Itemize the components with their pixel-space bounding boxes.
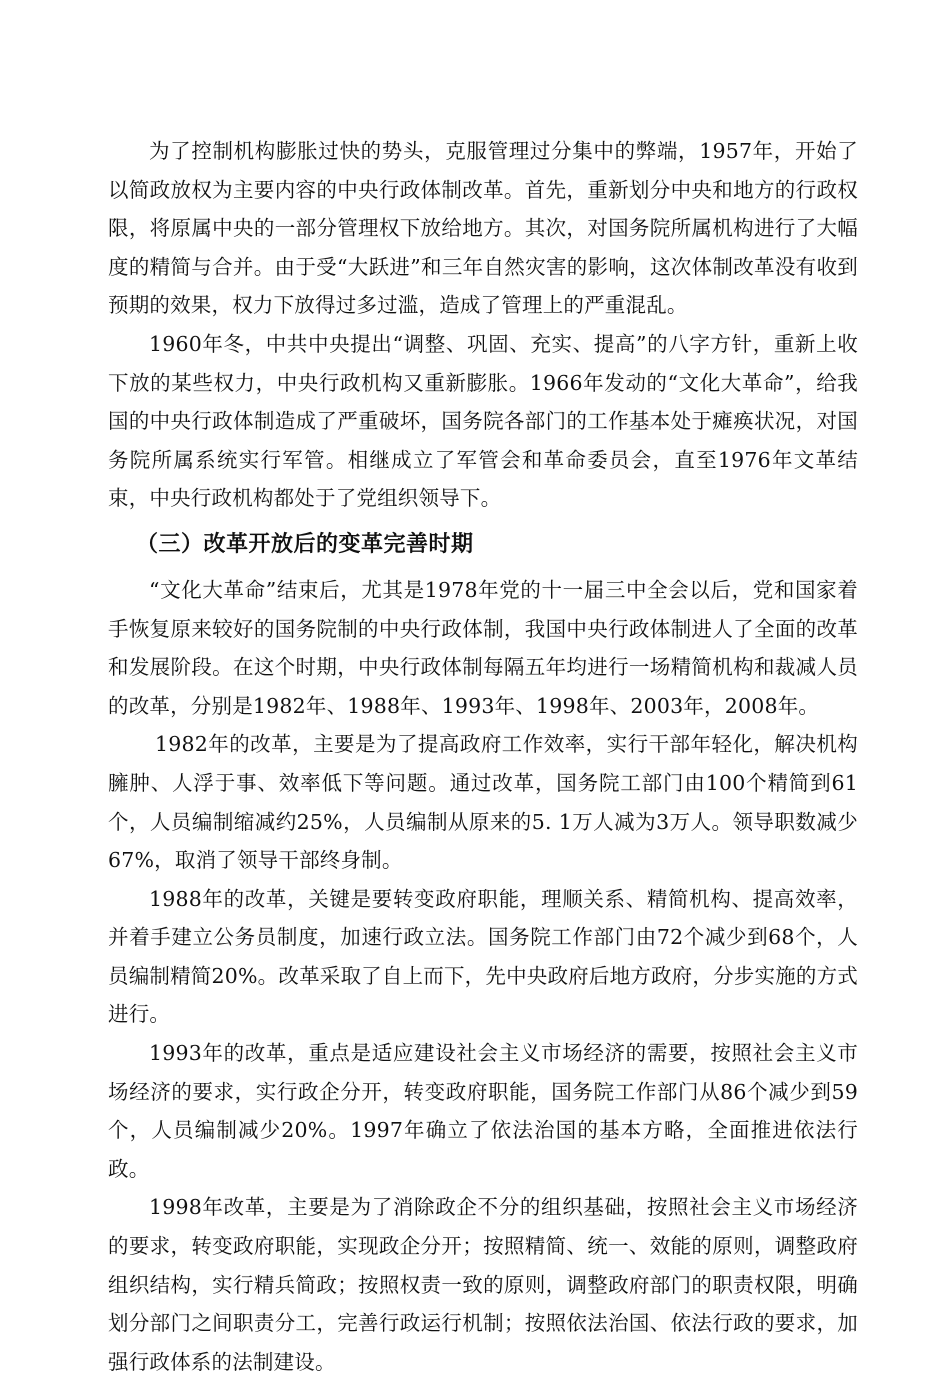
paragraph-1998-reform: 1998年改革，主要是为了消除政企不分的组织基础，按照社会主义市场经济的要求，转变政府职能，实现政企分开；按照精简、统一、效能的原则，调整政府组织结构，实行精兵简政；按照权责一致的原则，调整政府部门的职责权限，明确划分部门之间职责分工，完善行政运行机制；按照依法治国、依法行政的要求，加强行政体系的法制建设。 — [108, 1195, 858, 1374]
paragraph-1993-reform: 1993年的改革，重点是适应建设社会主义市场经济的需要，按照社会主义市场经济的要求，实行政企分开，转变政府职能，国务院工作部门从86个减少到59个，人员编制减少20%。1997年确立了依法治国的基本方略，全面推进依法行政。 — [108, 1041, 858, 1181]
paragraph-post-cultural-revolution: “文化大革命”结束后，尤其是1978年党的十一届三中全会以后，党和国家着手恢复原来较好的国务院制的中央行政体制，我国中央行政体制进人了全面的改革和发展阶段。在这个时期，中央行政体制每隔五年均进行一场精简机构和裁减人员的改革，分别是1982年、1988年、1993年、1998年、2003年，2008年。 — [108, 577, 858, 718]
document-body — [108, 132, 858, 1381]
paragraph-1957-reform: 为了控制机构膨胀过快的势头，克服管理过分集中的弊端，1957年，开始了以简政放权为主要内容的中央行政体制改革。首先，重新划分中央和地方的行政权限，将原属中央的一部分管理权下放给地方。其次，对国务院所属机构进行了大幅度的精简与合并。由于受“大跃进”和三年自然灾害的影响，这次体制改革没有收到预期的效果，权力下放得过多过滥，造成了管理上的严重混乱。 — [108, 139, 858, 318]
paragraph-1960-reform: 1960年冬，中共中央提出“调整、巩固、充实、提高”的八字方针，重新上收下放的某些权力，中央行政机构又重新膨胀。1966年发动的“文化大革命”，给我国的中央行政体制造成了严重破坏，国务院各部门的工作基本处于瘫痪状况，对国务院所属系统实行军管。相继成立了军管会和革命委员会，直至1976年文革结束，中央行政机构都处于了党组织领导下。 — [108, 331, 858, 511]
section-heading: （三）改革开放后的变革完善时期 — [136, 531, 474, 557]
paragraph-1988-reform: 1988年的改革，关键是要转变政府职能，理顺关系、精简机构、提高效率，并着手建立公务员制度，加速行政立法。国务院工作部门由72个减少到68个，人员编制精简20%。改革采取了自上而下，先中央政府后地方政府，分步实施的方式进行。 — [108, 886, 858, 1027]
paragraph-1982-reform: 1982年的改革，主要是为了提高政府工作效率，实行干部年轻化，解决机构臃肿、人浮于事、效率低下等问题。通过改革，国务院工部门由100个精简到61个，人员编制缩减约25%，人员编制从原来的5. 1万人减为3万人。领导职数减少67%，取消了领导干部终身制。 — [108, 732, 858, 873]
